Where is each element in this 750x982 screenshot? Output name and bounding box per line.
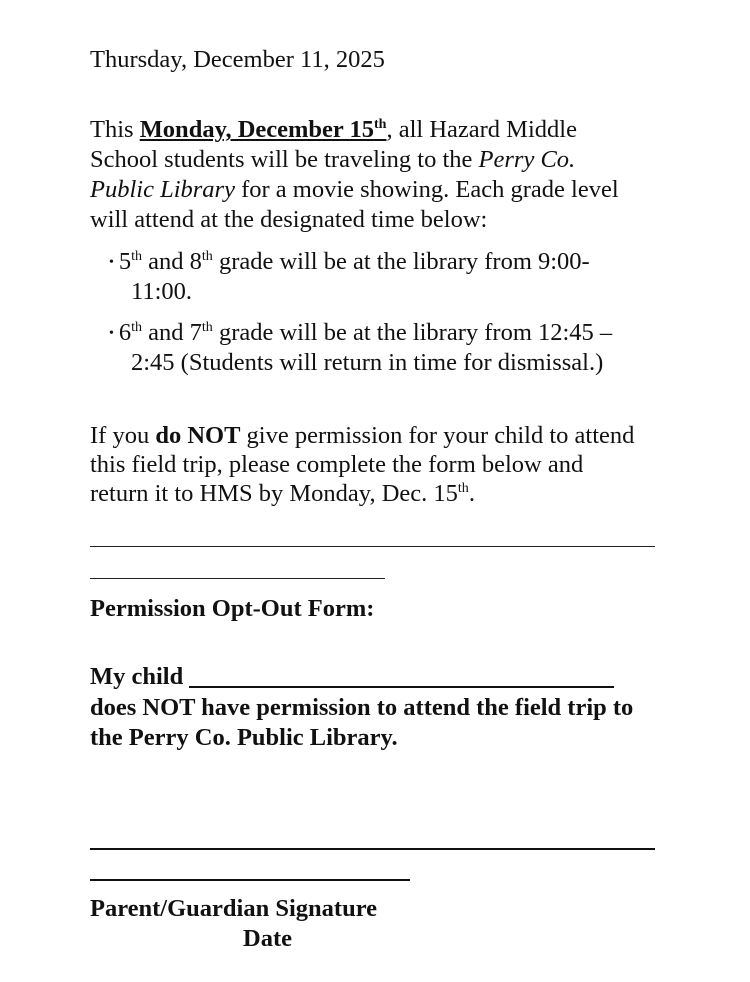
emphasis: do NOT bbox=[155, 422, 241, 449]
text: give permission for your child to attend bbox=[240, 422, 635, 449]
text: grade will be at the library from 12:45 – bbox=[212, 319, 613, 346]
list-item-continuation: 2:45 (Students will return in time for dismissal.) bbox=[131, 349, 604, 376]
ordinal-suffix: th bbox=[131, 320, 143, 335]
ordinal-suffix: th bbox=[374, 117, 387, 132]
text: , all Hazard Middle bbox=[386, 116, 577, 143]
text: This bbox=[90, 116, 134, 143]
text: 6 bbox=[118, 319, 132, 346]
list-item-continuation: 11:00. bbox=[131, 278, 193, 305]
ordinal-suffix: th bbox=[201, 320, 213, 335]
letter-date: Thursday, December 11, 2025 bbox=[90, 46, 385, 73]
place-name: Public Library bbox=[90, 176, 235, 203]
text: 5 bbox=[118, 248, 132, 275]
child-name-field[interactable] bbox=[189, 664, 614, 688]
date-label: Date bbox=[243, 925, 292, 952]
text: this field trip, please complete the form below and bbox=[90, 451, 584, 478]
place-name: Perry Co. bbox=[478, 146, 576, 173]
my-child-label: My child bbox=[90, 663, 184, 690]
text: and bbox=[142, 319, 190, 346]
ordinal-suffix: th bbox=[131, 249, 143, 264]
text: grade will be at the library from 9:00- bbox=[212, 248, 590, 275]
list-item bbox=[109, 247, 590, 278]
text: for a movie showing. Each grade level bbox=[234, 176, 619, 203]
text: return it to HMS by Monday, Dec. 15 bbox=[90, 480, 458, 507]
event-date: Monday, December 15 bbox=[139, 116, 374, 143]
text: 7 bbox=[189, 319, 202, 346]
text: and bbox=[142, 248, 190, 275]
text: . bbox=[468, 480, 475, 507]
signature-line[interactable] bbox=[90, 848, 655, 850]
signature-label: Parent/Guardian Signature bbox=[90, 895, 378, 922]
text: will attend at the designated time below: bbox=[90, 206, 488, 233]
cut-line bbox=[90, 546, 655, 547]
bullet-icon: • bbox=[109, 326, 114, 341]
ordinal-suffix: th bbox=[457, 481, 469, 496]
bullet-icon: • bbox=[109, 255, 114, 270]
cut-line bbox=[90, 578, 385, 579]
text: 8 bbox=[189, 248, 202, 275]
ordinal-suffix: th bbox=[201, 249, 213, 264]
list-item bbox=[109, 318, 612, 349]
form-statement: the Perry Co. Public Library. bbox=[90, 724, 398, 751]
date-line[interactable] bbox=[90, 879, 410, 881]
text: If you bbox=[90, 422, 156, 449]
form-statement: does NOT have permission to attend the field trip to bbox=[90, 694, 634, 721]
form-heading: Permission Opt-Out Form: bbox=[90, 595, 375, 622]
text: School students will be traveling to the bbox=[90, 146, 479, 173]
